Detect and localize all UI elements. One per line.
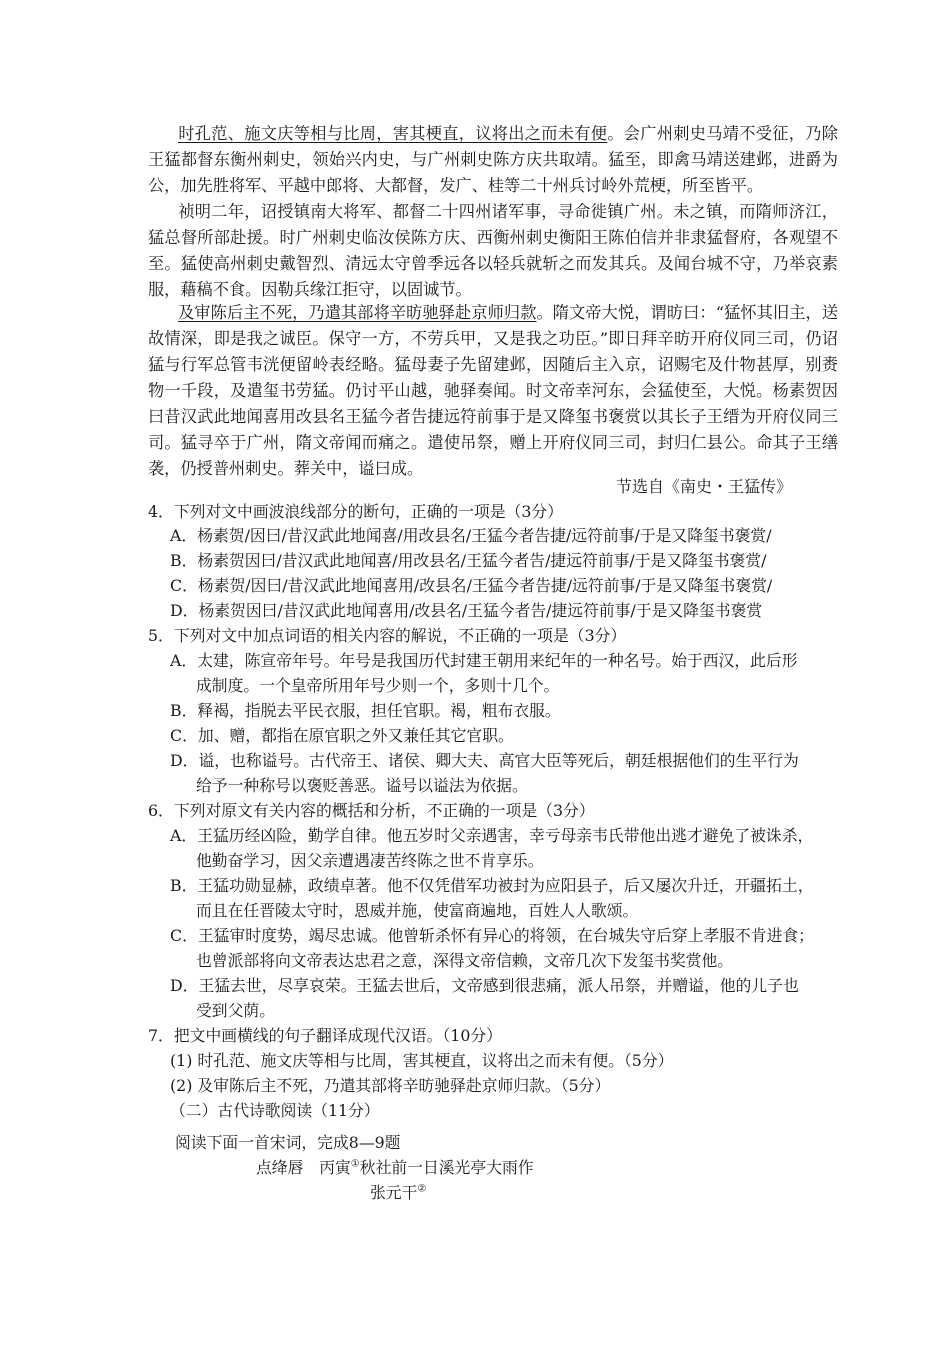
poem-author: 张元干② — [370, 1183, 427, 1202]
q5-option-d-cont: 给予一种称号以褒贬善恶。谥号以谥法为依据。 — [196, 776, 528, 795]
footnote-marker-1: ① — [350, 1158, 360, 1170]
q5-option-a-cont: 成制度。一个皇帝所用年号少则一个，多则十几个。 — [196, 676, 560, 695]
footnote-marker-2: ② — [417, 1183, 427, 1195]
poem-title: 点绛唇 丙寅①秋社前一日溪光亭大雨作 — [256, 1158, 534, 1177]
underlined-sentence-1: 时孔范、施文庆等相与比周，害其梗直，议将出之而未有便 — [178, 124, 608, 143]
q6-option-c: C．王猛审时度势，竭尽忠诚。他曾斩杀怀有异心的将领，在台城失守后穿上孝服不肯进食； — [170, 926, 814, 945]
q7-item-1: (1) 时孔范、施文庆等相与比周，害其梗直，议将出之而未有便。（5分） — [170, 1051, 674, 1070]
q4-option-c: C．杨素贺/因曰/昔汉武此地闻喜用/改县名/王猛今者告捷/远符前事/于是又降玺书褒赏/ — [170, 576, 773, 595]
q6-option-d-cont: 受到父荫。 — [196, 1001, 275, 1020]
q6-option-d: D．王猛去世，尽享哀荣。王猛去世后，文帝感到很悲痛，派人吊祭，并赠谥，他的儿子也 — [170, 976, 799, 995]
q4-option-d: D．杨素贺因曰/昔汉武此地闻喜用/改县名/王猛今者告/捷远符前事/于是又降玺书褒赏 — [170, 601, 763, 620]
q6-option-b: B．王猛功勋显赫，政绩卓著。他不仅凭借军功被封为应阳县子，后又屡次升迁，开疆拓土， — [170, 876, 814, 895]
question-7: 7．把文中画横线的句子翻译成现代汉语。（10分） — [148, 1026, 502, 1045]
poetry-instruction: 阅读下面一首宋词，完成8—9题 — [175, 1133, 401, 1152]
q5-option-c: C．加、赠，都指在原官职之外又兼任其它官职。 — [170, 726, 514, 745]
question-4: 4．下列对文中画波浪线部分的断句，正确的一项是（3分） — [148, 502, 564, 521]
passage-paragraph-2: 祯明二年，诏授镇南大将军、都督二十四州诸军事，寻命徙镇广州。未之镇，而隋师济江，猛总督所部赴援。时广州刺史临汝侯陈方庆、西衡州刺史衡阳王陈伯信并非隶猛督府，各观望不至。猛使高州刺史戴智烈、清远太守曾季远各以轻兵就斩之而发其兵。及闻台城不守，乃举哀素服，藉稿不食。因勒兵缘江拒守，以固诚节。 — [148, 202, 838, 299]
question-6: 6．下列对原文有关内容的概括和分析，不正确的一项是（3分） — [148, 801, 595, 820]
q6-option-a: A．王猛历经凶险，勤学自律。他五岁时父亲遇害，幸亏母亲韦氏带他出逃才避免了被诛杀， — [170, 826, 814, 845]
passage-paragraph-3: 及审陈后主不死，乃遣其部将辛昉驰驿赴京师归款。隋文帝大悦，谓昉曰：“猛怀其旧主，送故情深，即是我之诚臣。保守一方，不劳兵甲，又是我之功臣。”即日拜辛昉开府仪同三司，仍诏猛与行军总管韦洸便留岭表经略。猛母妻子先留建邺，因随后主入京，诏赐宅及什物甚厚，别赉物一千段，及遣玺书劳猛。仍讨平山越，驰驿奏闻。时文帝幸河东，会猛使至，大悦。杨素贺因曰昔汉武此地闻喜用改县名王猛今者告捷远符前事于是又降玺书褒赏以其长子王缙为开府仪同三司。猛寻卒于广州，隋文帝闻而痛之。遣使吊祭，赠上开府仪同三司，封归仁县公。命其子王缮袭，仍授普州刺史。葬关中，谥曰成。 — [148, 303, 839, 478]
q6-option-b-cont: 而且在任晋陵太守时，恩威并施，使富商遍地，百姓人人歌颂。 — [196, 901, 639, 920]
q5-option-d: D．谥，也称谥号。古代帝王、诸侯、卿大夫、高官大臣等死后，朝廷根据他们的生平行为 — [170, 751, 799, 770]
passage-source: 节选自《南史・王猛传》 — [616, 477, 793, 496]
underlined-sentence-2: 及审陈后主不死，乃遣其部将辛昉驰驿赴京师归款 — [178, 303, 537, 322]
passage-paragraph-1: 时孔范、施文庆等相与比周，害其梗直，议将出之而未有便。会广州刺史马靖不受征，乃除王猛都督东衡州刺史，领始兴内史，与广州刺史陈方庆共取靖。猛至，即禽马靖送建邺，进爵为公，加先胜将军、平越中郎将、大都督，发广、桂等二十州兵讨岭外荒梗，所至皆平。 — [148, 124, 838, 195]
poetry-section-heading: （二）古代诗歌阅读（11分） — [170, 1101, 380, 1120]
q4-option-b: B．杨素贺因曰/昔汉武此地闻喜/用改县名/王猛今者告/捷远符前事/于是又降玺书褒赏/ — [170, 551, 767, 570]
q5-option-b: B．释褐，指脱去平民衣服，担任官职。褐，粗布衣服。 — [170, 701, 561, 720]
q6-option-c-cont: 也曾派部将向文帝表达忠君之意，深得文帝信赖，文帝几次下发玺书奖赏他。 — [196, 951, 734, 970]
q6-option-a-cont: 他勤奋学习，因父亲遭遇凄苦终陈之世不肯享乐。 — [196, 851, 544, 870]
question-5: 5．下列对文中加点词语的相关内容的解说，不正确的一项是（3分） — [148, 626, 627, 645]
q5-option-a: A．太建，陈宣帝年号。年号是我国历代封建王朝用来纪年的一种名号。始于西汉，此后形 — [170, 651, 798, 670]
q7-item-2: (2) 及审陈后主不死，乃遣其部将辛昉驰驿赴京师归款。（5分） — [170, 1076, 611, 1095]
q4-option-a: A．杨素贺/因曰/昔汉武此地闻喜/用改县名/王猛今者告捷/远符前事/于是又降玺书褒赏/ — [170, 526, 772, 545]
